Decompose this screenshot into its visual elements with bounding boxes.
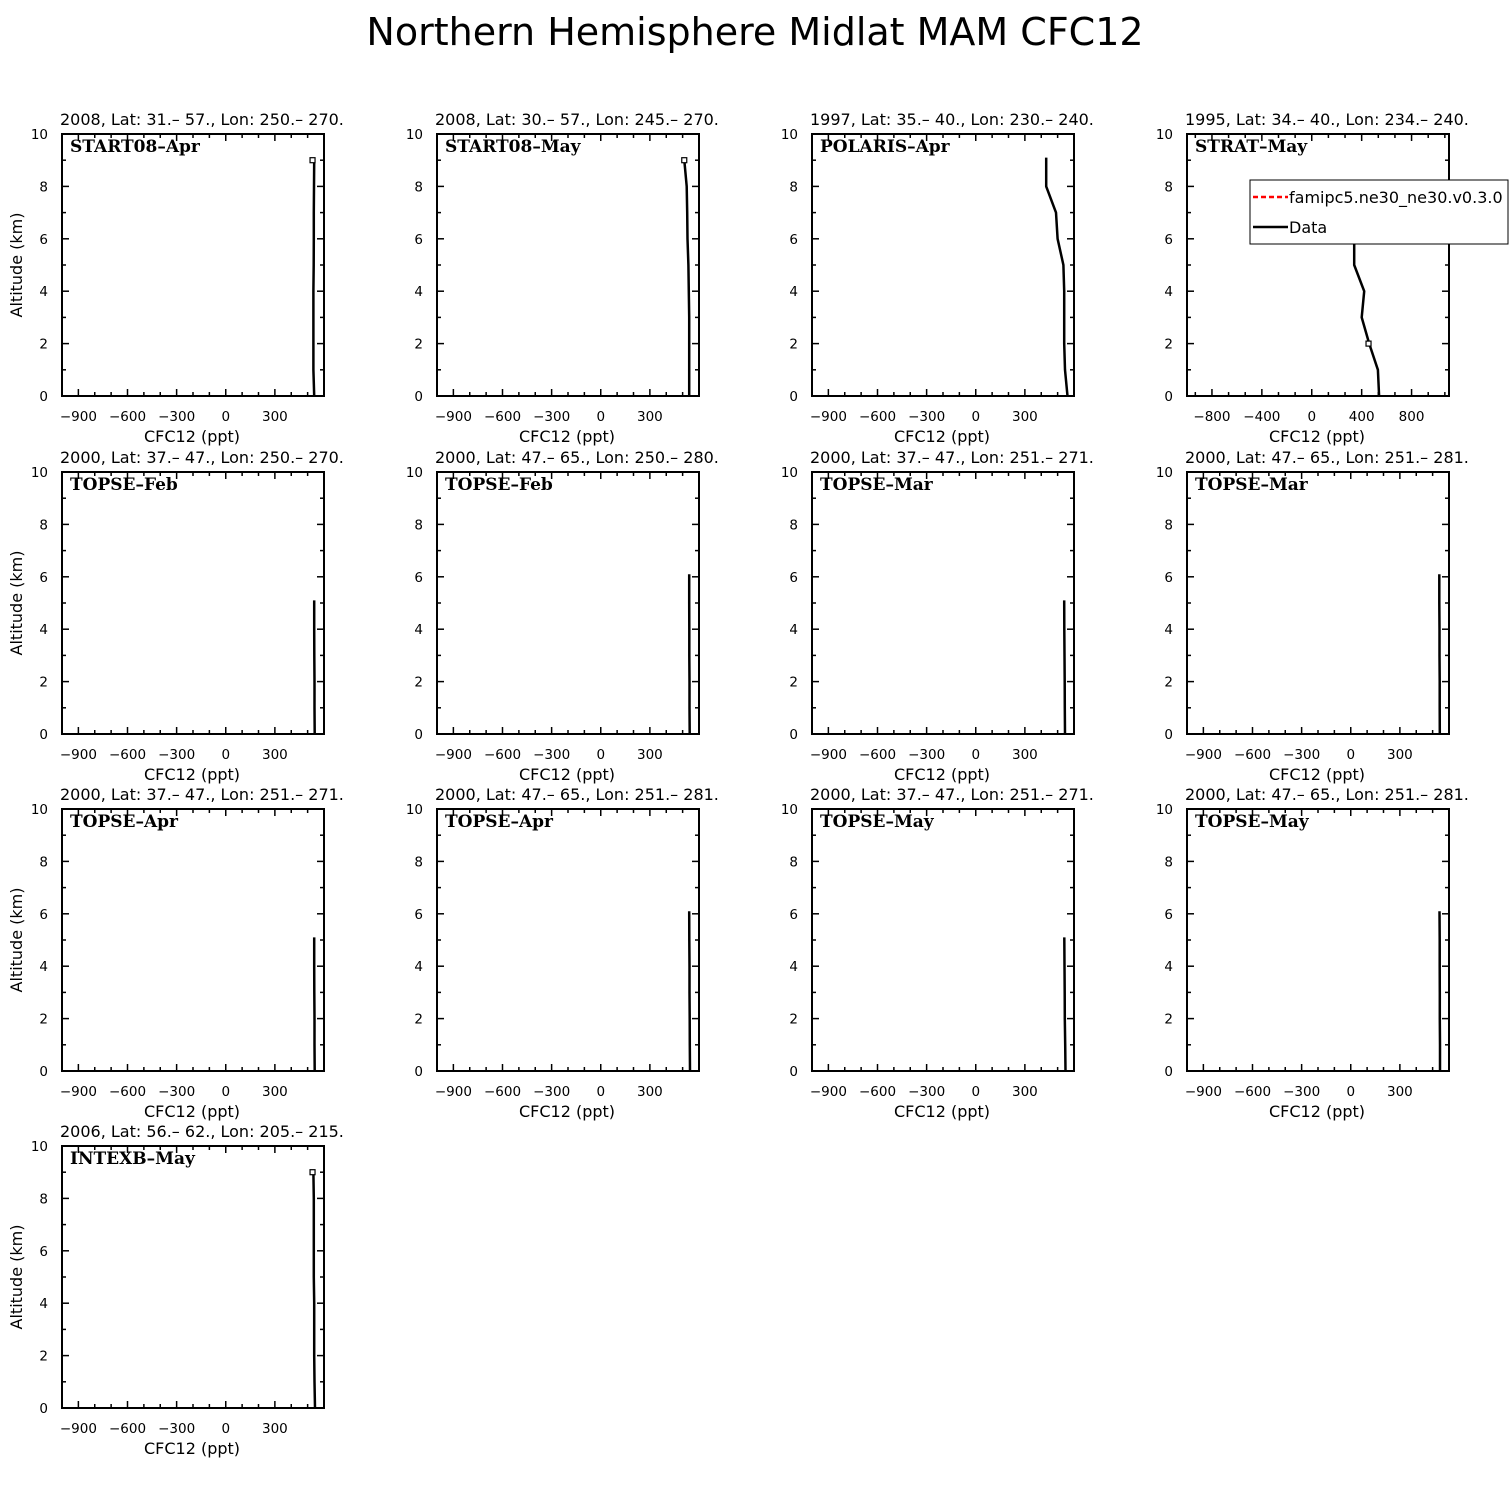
x-axis-label: CFC12 (ppt) (893, 765, 991, 784)
x-tick-label: 0 (221, 747, 231, 763)
x-tick-label: −900 (59, 1421, 97, 1437)
x-axis-label: CFC12 (ppt) (143, 765, 241, 784)
panel-subtitle: 1997, Lat: 35.– 40., Lon: 230.– 240. (810, 110, 1094, 129)
x-tick-label: −600 (858, 1084, 897, 1100)
y-axis-label: Altitude (km) (7, 550, 26, 656)
y-tick-label: 6 (789, 569, 798, 586)
campaign-label: TOPSE–May (820, 812, 934, 832)
y-tick-label: 0 (789, 727, 798, 743)
y-tick-label: 6 (414, 906, 423, 923)
x-tick-label: 400 (1348, 409, 1375, 425)
data-marker (682, 158, 687, 163)
legend-entry: famipc5.ne30_ne30.v0.3.0 (1289, 188, 1503, 207)
y-tick-label: 6 (1164, 906, 1173, 923)
y-tick-label: 10 (1155, 127, 1173, 143)
x-axis-label: CFC12 (ppt) (518, 1102, 616, 1121)
y-tick-label: 8 (414, 179, 423, 196)
x-tick-label: 0 (221, 1421, 231, 1437)
series-line (313, 1172, 315, 1408)
x-tick-label: −900 (809, 1084, 847, 1100)
y-tick-label: 2 (414, 674, 423, 691)
y-tick-label: 4 (414, 284, 423, 301)
campaign-label: POLARIS–Apr (820, 137, 950, 157)
y-tick-label: 10 (780, 465, 798, 481)
y-tick-label: 4 (1164, 284, 1173, 301)
x-tick-label: 300 (636, 409, 663, 425)
x-tick-label: −600 (1233, 747, 1272, 763)
x-tick-label: −900 (434, 747, 472, 763)
data-marker (310, 158, 315, 163)
x-tick-label: −300 (158, 1421, 196, 1437)
y-tick-label: 4 (789, 622, 798, 639)
x-tick-label: 0 (971, 409, 981, 425)
x-tick-label: 300 (1386, 1084, 1413, 1100)
y-tick-label: 4 (789, 284, 798, 301)
y-tick-label: 2 (789, 1011, 798, 1028)
y-tick-label: 0 (1164, 1064, 1173, 1080)
y-tick-label: 8 (39, 517, 48, 534)
panel-subtitle: 2006, Lat: 56.– 62., Lon: 205.– 215. (60, 1122, 344, 1141)
legend-entry: Data (1289, 218, 1328, 237)
x-axis-label: CFC12 (ppt) (1268, 765, 1366, 784)
y-tick-label: 4 (414, 622, 423, 639)
campaign-label: TOPSE–Mar (1195, 475, 1308, 495)
x-tick-label: 0 (1346, 1084, 1356, 1100)
y-tick-label: 4 (39, 622, 48, 639)
x-tick-label: 300 (261, 1084, 288, 1100)
y-tick-label: 2 (1164, 336, 1173, 353)
y-tick-label: 8 (789, 517, 798, 534)
y-tick-label: 10 (30, 465, 48, 481)
y-tick-label: 0 (414, 1064, 423, 1080)
x-tick-label: −600 (108, 409, 147, 425)
x-tick-label: −900 (59, 409, 97, 425)
x-tick-label: 0 (1307, 409, 1317, 425)
y-tick-label: 0 (39, 727, 48, 743)
y-tick-label: 2 (414, 336, 423, 353)
x-tick-label: −900 (1184, 1084, 1222, 1100)
x-tick-label: −300 (533, 747, 571, 763)
y-tick-label: 10 (405, 465, 423, 481)
y-tick-label: 8 (789, 179, 798, 196)
y-tick-label: 4 (39, 959, 48, 976)
y-tick-label: 10 (30, 127, 48, 143)
y-tick-label: 10 (1155, 465, 1173, 481)
y-tick-label: 2 (39, 1011, 48, 1028)
x-tick-label: −600 (483, 409, 522, 425)
y-tick-label: 0 (789, 1064, 798, 1080)
x-tick-label: −600 (483, 747, 522, 763)
x-tick-label: 300 (1011, 409, 1038, 425)
x-axis-label: CFC12 (ppt) (143, 1102, 241, 1121)
campaign-label: TOPSE–Apr (445, 812, 554, 832)
data-marker (310, 1170, 315, 1175)
campaign-label: START08–May (445, 137, 581, 157)
x-tick-label: 0 (596, 747, 606, 763)
campaign-label: TOPSE–Feb (70, 475, 178, 495)
y-tick-label: 8 (1164, 517, 1173, 534)
y-tick-label: 2 (789, 674, 798, 691)
y-tick-label: 8 (414, 517, 423, 534)
x-axis-label: CFC12 (ppt) (893, 1102, 991, 1121)
campaign-label: TOPSE–Mar (820, 475, 933, 495)
x-tick-label: −600 (108, 1084, 147, 1100)
x-tick-label: −600 (858, 747, 897, 763)
y-tick-label: 6 (1164, 569, 1173, 586)
y-tick-label: 10 (780, 802, 798, 818)
figure-title: Northern Hemisphere Midlat MAM CFC12 (366, 10, 1144, 54)
x-tick-label: −900 (809, 747, 847, 763)
y-tick-label: 4 (39, 284, 48, 301)
campaign-label: INTEXB–May (70, 1149, 195, 1169)
x-axis-label: CFC12 (ppt) (893, 427, 991, 446)
x-tick-label: −300 (533, 1084, 571, 1100)
series-line (1064, 937, 1065, 1071)
x-tick-label: 300 (636, 1084, 663, 1100)
campaign-label: START08–Apr (70, 137, 200, 157)
x-tick-label: −600 (1233, 1084, 1272, 1100)
x-tick-label: 800 (1398, 409, 1425, 425)
x-tick-label: −300 (1283, 747, 1321, 763)
x-tick-label: −900 (59, 747, 97, 763)
x-tick-label: 300 (261, 409, 288, 425)
x-axis-label: CFC12 (ppt) (518, 427, 616, 446)
y-tick-label: 0 (789, 389, 798, 405)
x-tick-label: 0 (596, 1084, 606, 1100)
y-tick-label: 4 (39, 1296, 48, 1313)
y-tick-label: 6 (789, 906, 798, 923)
x-axis-label: CFC12 (ppt) (143, 1439, 241, 1458)
x-tick-label: −300 (908, 409, 946, 425)
y-tick-label: 0 (39, 1064, 48, 1080)
x-tick-label: −600 (858, 409, 897, 425)
panel-subtitle: 2000, Lat: 47.– 65., Lon: 251.– 281. (1185, 785, 1469, 804)
x-tick-label: 0 (221, 1084, 231, 1100)
y-tick-label: 0 (414, 389, 423, 405)
y-tick-label: 6 (414, 231, 423, 248)
x-tick-label: −300 (158, 409, 196, 425)
data-marker (1366, 341, 1371, 346)
y-tick-label: 10 (405, 127, 423, 143)
y-tick-label: 6 (39, 569, 48, 586)
y-tick-label: 0 (1164, 727, 1173, 743)
y-tick-label: 6 (789, 231, 798, 248)
campaign-label: TOPSE–Feb (445, 475, 553, 495)
x-tick-label: −600 (108, 1421, 147, 1437)
y-tick-label: 8 (789, 854, 798, 871)
x-tick-label: −300 (1283, 1084, 1321, 1100)
series-line (689, 574, 690, 734)
x-axis-label: CFC12 (ppt) (1268, 427, 1366, 446)
series-line (1440, 911, 1441, 1071)
x-tick-label: −900 (434, 1084, 472, 1100)
y-tick-label: 0 (39, 1401, 48, 1417)
x-tick-label: −300 (908, 747, 946, 763)
y-tick-label: 10 (1155, 802, 1173, 818)
panel-subtitle: 2000, Lat: 47.– 65., Lon: 251.– 281. (435, 785, 719, 804)
panel-subtitle: 1995, Lat: 34.– 40., Lon: 234.– 240. (1185, 110, 1469, 129)
y-tick-label: 4 (414, 959, 423, 976)
y-tick-label: 2 (39, 1348, 48, 1365)
panel-subtitle: 2000, Lat: 47.– 65., Lon: 251.– 281. (1185, 448, 1469, 467)
panel-subtitle: 2000, Lat: 47.– 65., Lon: 250.– 280. (435, 448, 719, 467)
x-tick-label: 300 (261, 747, 288, 763)
x-tick-label: 300 (1011, 747, 1038, 763)
x-tick-label: 300 (1011, 1084, 1038, 1100)
series-line (1439, 574, 1440, 734)
y-tick-label: 8 (414, 854, 423, 871)
campaign-label: TOPSE–Apr (70, 812, 179, 832)
y-axis-label: Altitude (km) (7, 887, 26, 993)
x-axis-label: CFC12 (ppt) (1268, 1102, 1366, 1121)
panel-subtitle: 2000, Lat: 37.– 47., Lon: 251.– 271. (810, 448, 1094, 467)
x-axis-label: CFC12 (ppt) (143, 427, 241, 446)
campaign-label: TOPSE–May (1195, 812, 1309, 832)
x-tick-label: −900 (434, 409, 472, 425)
y-tick-label: 4 (789, 959, 798, 976)
x-tick-label: −800 (1193, 409, 1231, 425)
y-tick-label: 10 (30, 802, 48, 818)
y-tick-label: 6 (39, 1243, 48, 1260)
y-tick-label: 6 (1164, 231, 1173, 248)
panel-subtitle: 2000, Lat: 37.– 47., Lon: 251.– 271. (60, 785, 344, 804)
y-tick-label: 0 (414, 727, 423, 743)
y-tick-label: 2 (1164, 1011, 1173, 1028)
x-tick-label: −600 (108, 747, 147, 763)
y-tick-label: 4 (1164, 959, 1173, 976)
y-tick-label: 10 (405, 802, 423, 818)
series-line (313, 160, 314, 396)
x-tick-label: −300 (908, 1084, 946, 1100)
y-tick-label: 8 (1164, 179, 1173, 196)
series-line (689, 911, 690, 1071)
series-line (314, 600, 315, 734)
panel-subtitle: 2000, Lat: 37.– 47., Lon: 251.– 271. (810, 785, 1094, 804)
series-line (1064, 600, 1065, 734)
y-tick-label: 2 (39, 674, 48, 691)
y-tick-label: 10 (780, 127, 798, 143)
y-tick-label: 4 (1164, 622, 1173, 639)
y-tick-label: 2 (1164, 674, 1173, 691)
series-line (314, 937, 315, 1071)
y-tick-label: 6 (39, 906, 48, 923)
x-tick-label: 0 (971, 747, 981, 763)
x-tick-label: 300 (261, 1421, 288, 1437)
x-tick-label: −300 (158, 1084, 196, 1100)
y-axis-label: Altitude (km) (7, 1224, 26, 1330)
x-tick-label: −900 (1184, 747, 1222, 763)
y-tick-label: 8 (39, 179, 48, 196)
x-tick-label: 0 (596, 409, 606, 425)
legend (1250, 180, 1508, 244)
campaign-label: STRAT–May (1195, 137, 1308, 157)
panel-subtitle: 2000, Lat: 37.– 47., Lon: 250.– 270. (60, 448, 344, 467)
panel-subtitle: 2008, Lat: 31.– 57., Lon: 250.– 270. (60, 110, 344, 129)
x-tick-label: −900 (809, 409, 847, 425)
x-tick-label: −900 (59, 1084, 97, 1100)
y-tick-label: 8 (1164, 854, 1173, 871)
x-tick-label: 300 (1386, 747, 1413, 763)
x-tick-label: 0 (221, 409, 231, 425)
y-tick-label: 0 (1164, 389, 1173, 405)
y-tick-label: 6 (414, 569, 423, 586)
y-tick-label: 0 (39, 389, 48, 405)
panel-subtitle: 2008, Lat: 30.– 57., Lon: 245.– 270. (435, 110, 719, 129)
x-tick-label: 0 (971, 1084, 981, 1100)
y-tick-label: 2 (789, 336, 798, 353)
y-tick-label: 2 (39, 336, 48, 353)
y-tick-label: 2 (414, 1011, 423, 1028)
y-tick-label: 8 (39, 854, 48, 871)
y-tick-label: 6 (39, 231, 48, 248)
x-tick-label: 300 (636, 747, 663, 763)
x-tick-label: −300 (158, 747, 196, 763)
y-tick-label: 10 (30, 1139, 48, 1155)
x-tick-label: 0 (1346, 747, 1356, 763)
y-tick-label: 8 (39, 1191, 48, 1208)
x-tick-label: −600 (483, 1084, 522, 1100)
x-tick-label: −400 (1243, 409, 1281, 425)
x-axis-label: CFC12 (ppt) (518, 765, 616, 784)
x-tick-label: −300 (533, 409, 571, 425)
y-axis-label: Altitude (km) (7, 212, 26, 318)
